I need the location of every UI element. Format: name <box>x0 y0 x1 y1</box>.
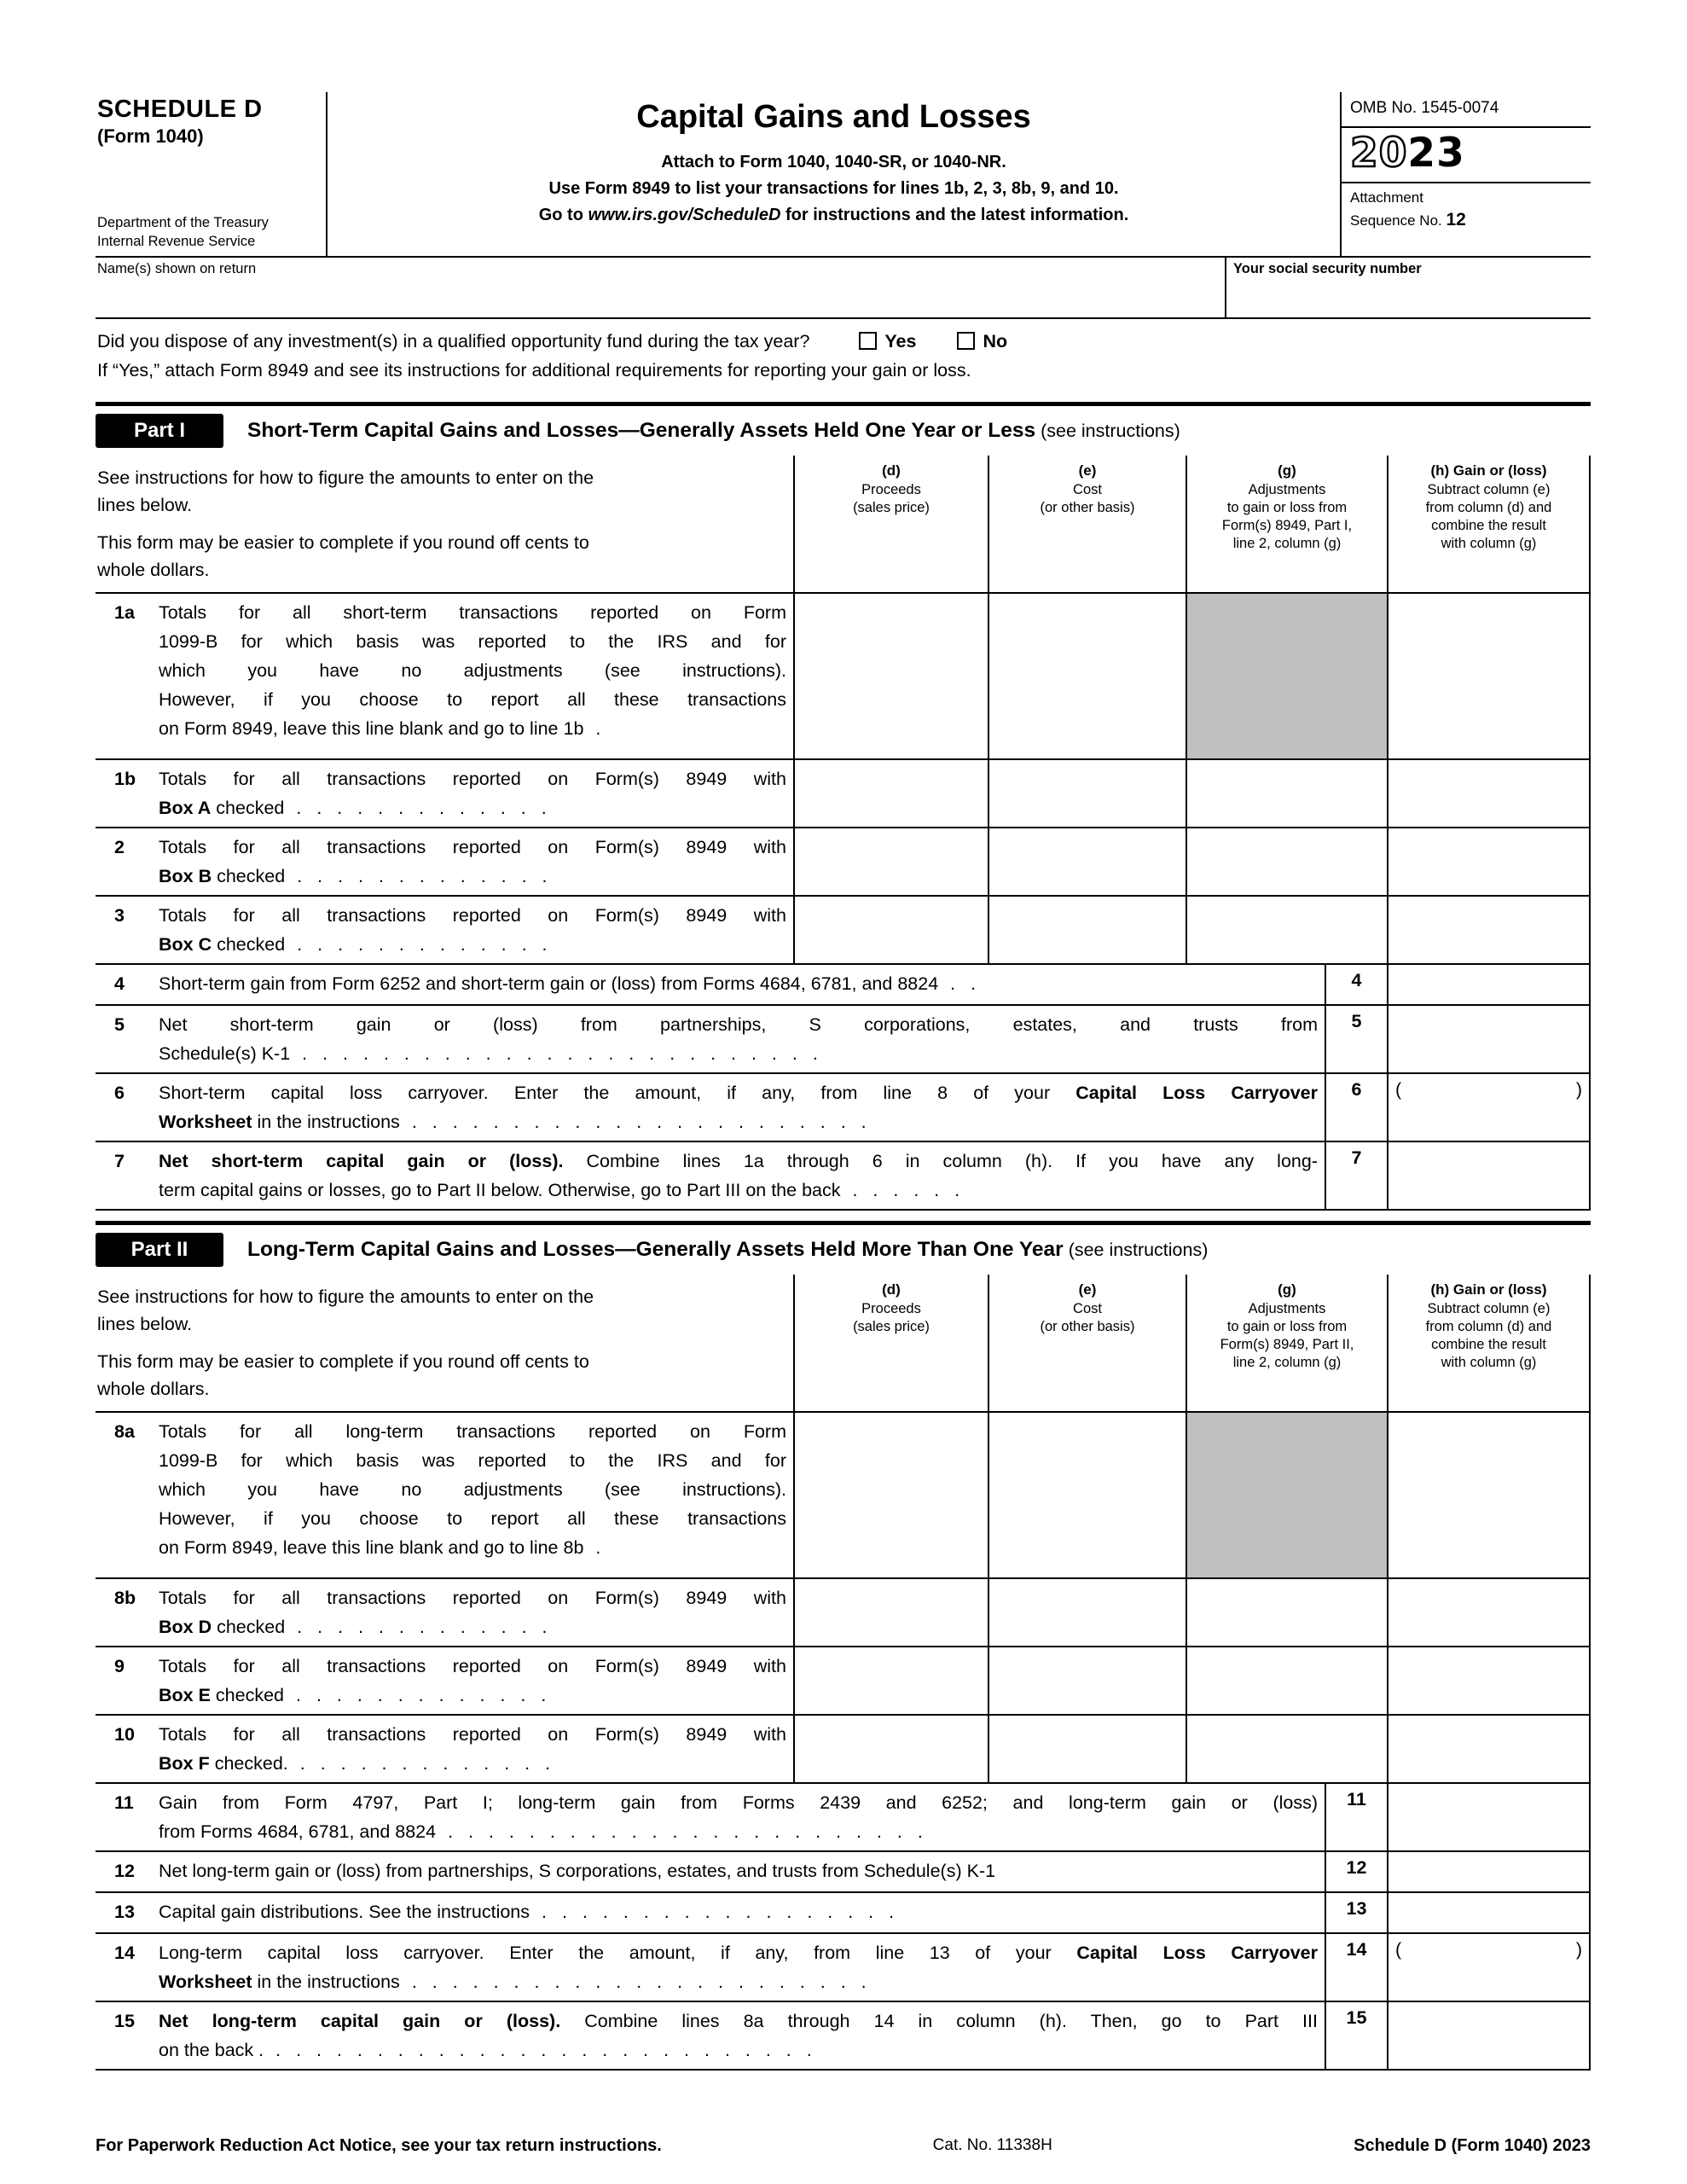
cell-7-amount[interactable] <box>1388 1142 1591 1209</box>
cell-1b-adjustments[interactable] <box>1187 760 1388 827</box>
row-10 <box>96 1716 1591 1784</box>
row-2-text: Totals for all transactions reported on Form(s) 8949 with Box B checked . . . . . . . . . . . . . <box>159 837 786 886</box>
part1-table <box>96 456 1591 1211</box>
cell-10-gain[interactable] <box>1388 1716 1591 1782</box>
row-13-desc <box>96 1893 1326 1932</box>
no-checkbox-group[interactable] <box>957 331 1007 351</box>
row-8b-text: Totals for all transactions reported on Form(s) 8949 with Box D checked . . . . . . . . . . . . . <box>159 1588 786 1637</box>
goto-instruction: Go to www.irs.gov/ScheduleD for instructions and the latest information. <box>538 206 1129 224</box>
col-e-header-2 <box>989 1275 1187 1411</box>
sequence-label: Sequence No. <box>1350 212 1446 229</box>
row-3-text: Totals for all transactions reported on Form(s) 8949 with Box C checked . . . . . . . . . . . . . <box>159 905 786 955</box>
row-5-desc <box>96 1006 1326 1072</box>
row-6 <box>96 1074 1591 1142</box>
col-h-title-2: (h) Gain or (loss) <box>1430 1281 1547 1298</box>
row-9-text: Totals for all transactions reported on Form(s) 8949 with Box E checked . . . . . . . . . . . . . <box>159 1656 786 1705</box>
line-number-2: 2 <box>114 837 125 857</box>
cell-1b-cost[interactable] <box>989 760 1187 827</box>
cell-13-amount[interactable] <box>1388 1893 1591 1932</box>
omb-number: OMB No. 1545-0074 <box>1342 92 1591 128</box>
col-d-sub: Proceeds (sales price) <box>853 482 930 516</box>
cell-12-amount[interactable] <box>1388 1852 1591 1891</box>
cell-11-amount[interactable] <box>1388 1784 1591 1850</box>
cell-8b-adjustments[interactable] <box>1187 1579 1388 1646</box>
row-10-text: Totals for all transactions reported on Form(s) 8949 with Box F checked. . . . . . . . . . . . . . <box>159 1724 786 1774</box>
row-5 <box>96 1006 1591 1074</box>
line-number-3: 3 <box>114 905 125 926</box>
line-number-1a: 1a <box>114 602 135 623</box>
line-number-4: 4 <box>114 973 125 994</box>
part1-badge: Part I <box>96 414 223 448</box>
row-5-text: Net short-term gain or (loss) from partnerships, S corporations, estates, and trusts from Schedule(s) K-1 . . . . . . . . . . . . . . . . . . . . . . . . . . <box>159 1014 1318 1064</box>
schedule-d-page <box>96 92 1591 2155</box>
part2-title-note: (see instructions) <box>1068 1240 1209 1260</box>
part2-table <box>96 1275 1591 2071</box>
row-11 <box>96 1784 1591 1852</box>
col-g-title-2: (g) <box>1278 1281 1296 1298</box>
yes-label: Yes <box>884 331 917 351</box>
row-10-desc <box>96 1716 795 1782</box>
row-6-desc <box>96 1074 1326 1141</box>
col-g-title: (g) <box>1278 462 1296 479</box>
row-1a-desc <box>96 594 795 758</box>
cell-2-cost[interactable] <box>989 828 1187 895</box>
cell-8b-proceeds[interactable] <box>795 1579 989 1646</box>
sequence-line <box>1350 208 1582 232</box>
tax-year <box>1342 128 1591 183</box>
row-15-desc <box>96 2002 1326 2069</box>
form-header-left <box>96 92 328 256</box>
row-9 <box>96 1647 1591 1716</box>
col-g-header-2 <box>1187 1275 1388 1411</box>
qof-question-line <box>97 331 1591 352</box>
cell-8a-cost[interactable] <box>989 1413 1187 1577</box>
cell-10-adjustments[interactable] <box>1187 1716 1388 1782</box>
spacer <box>97 148 317 214</box>
col-e-header <box>989 456 1187 592</box>
col-h-title: (h) Gain or (loss) <box>1430 462 1547 479</box>
cell-8a-adjustments-shaded <box>1187 1413 1388 1577</box>
attachment-label: Attachment <box>1350 189 1423 206</box>
no-checkbox[interactable] <box>957 332 975 350</box>
row-8b <box>96 1579 1591 1647</box>
cell-8b-cost[interactable] <box>989 1579 1187 1646</box>
form-title: Capital Gains and Losses <box>636 99 1031 135</box>
cell-3-proceeds[interactable] <box>795 897 989 963</box>
row-8b-desc <box>96 1579 795 1646</box>
part2-title <box>247 1238 1208 1262</box>
row-8a <box>96 1413 1591 1579</box>
cell-2-gain[interactable] <box>1388 828 1591 895</box>
cell-15-amount[interactable] <box>1388 2002 1591 2069</box>
line-12-box: 12 <box>1326 1852 1388 1891</box>
line-number-10: 10 <box>114 1724 135 1745</box>
col-d-header-2 <box>795 1275 989 1411</box>
line-number-6: 6 <box>114 1083 125 1103</box>
part1-title-note: (see instructions) <box>1041 421 1180 441</box>
close-paren: ) <box>1575 1079 1582 1100</box>
part2-header <box>96 1233 1591 1267</box>
row-12-desc <box>96 1852 1326 1891</box>
row-8a-desc <box>96 1413 795 1577</box>
line-number-5: 5 <box>114 1014 125 1035</box>
row-7-text: Net short-term capital gain or (loss). Combine lines 1a through 6 in column (h). If you have any long- term capital gains or losses, go to Part II below. Otherwise, go to Part III on the back . . . . . . <box>159 1151 1318 1200</box>
col-d-header <box>795 456 989 592</box>
col-g-header <box>1187 456 1388 592</box>
row-15 <box>96 2002 1591 2071</box>
cell-3-adjustments[interactable] <box>1187 897 1388 963</box>
yes-checkbox[interactable] <box>859 332 877 350</box>
part1-intro: See instructions for how to figure the amounts to enter on the lines below. This form may be easier to complete if you round off cents to whole dollars. <box>96 456 795 592</box>
cell-1a-adjustments-shaded <box>1187 594 1388 758</box>
qof-question-block <box>96 319 1591 392</box>
form-header-center <box>328 92 1340 256</box>
row-13-text: Capital gain distributions. See the instructions . . . . . . . . . . . . . . . . . . <box>159 1902 895 1922</box>
agency-label: Internal Revenue Service <box>97 233 256 249</box>
row-13 <box>96 1893 1591 1934</box>
cell-2-proceeds[interactable] <box>795 828 989 895</box>
qof-note: If “Yes,” attach Form 8949 and see its instructions for additional requirements for reporting your gain or loss. <box>97 360 971 380</box>
row-14 <box>96 1934 1591 2002</box>
row-7 <box>96 1142 1591 1211</box>
col-e-title: (e) <box>1078 462 1097 479</box>
col-d-title-2: (d) <box>882 1281 901 1298</box>
catalog-number: Cat. No. 11338H <box>932 2136 1052 2154</box>
paperwork-notice: For Paperwork Reduction Act Notice, see your tax return instructions. <box>96 2136 662 2155</box>
row-11-text: Gain from Form 4797, Part I; long-term gain from Forms 2439 and 6252; and long-term gain or (loss) from Forms 4684, 6781, and 8824 . . . . . . . . . . . . . . . . . . . . . . . . <box>159 1792 1318 1842</box>
row-1a-text: Totals for all short-term transactions reported on Form 1099-B for which basis was reported to the IRS and for which you have no adjustments (see instructions). However, if you choose to report all these transactions on Form 8949, leave this line blank and go to line 1b . <box>159 602 786 739</box>
col-d-sub-2: Proceeds (sales price) <box>853 1301 930 1335</box>
col-g-sub: Adjustments to gain or loss from Form(s) 8949, Part I, line 2, column (g) <box>1221 482 1353 552</box>
cell-1a-proceeds[interactable] <box>795 594 989 758</box>
cell-1a-cost[interactable] <box>989 594 1187 758</box>
cell-6-amount[interactable] <box>1388 1074 1591 1141</box>
schedule-label: SCHEDULE D <box>97 96 263 123</box>
row-4 <box>96 965 1591 1006</box>
line-11-box: 11 <box>1326 1784 1388 1850</box>
line-7-box: 7 <box>1326 1142 1388 1209</box>
part1-divider <box>96 402 1591 406</box>
cell-9-adjustments[interactable] <box>1187 1647 1388 1714</box>
ssn-field[interactable] <box>1225 258 1591 317</box>
line-number-14: 14 <box>114 1943 135 1963</box>
col-e-sub-2: Cost (or other basis) <box>1040 1301 1135 1335</box>
part2-intro: See instructions for how to figure the amounts to enter on the lines below. This form may be easier to complete if you round off cents to whole dollars. <box>96 1275 795 1411</box>
part1-title <box>247 419 1180 443</box>
cell-1b-gain[interactable] <box>1388 760 1591 827</box>
open-paren: ( <box>1395 1079 1402 1100</box>
cell-9-cost[interactable] <box>989 1647 1187 1714</box>
yes-checkbox-group[interactable] <box>859 331 916 351</box>
form-header-right <box>1340 92 1591 256</box>
cell-10-cost[interactable] <box>989 1716 1187 1782</box>
part2-divider <box>96 1221 1591 1225</box>
part2-badge: Part II <box>96 1233 223 1267</box>
form-footer <box>96 2136 1591 2156</box>
row-1b <box>96 760 1591 828</box>
ssn-label: Your social security number <box>1233 261 1422 276</box>
no-label: No <box>983 331 1008 351</box>
line-6-box: 6 <box>1326 1074 1388 1141</box>
row-7-desc <box>96 1142 1326 1209</box>
line-number-13: 13 <box>114 1902 135 1922</box>
line-number-12: 12 <box>114 1861 135 1881</box>
form-number: (Form 1040) <box>97 125 204 147</box>
line-number-9: 9 <box>114 1656 125 1676</box>
col-g-sub-2: Adjustments to gain or loss from Form(s) 8949, Part II, line 2, column (g) <box>1220 1301 1354 1371</box>
cell-14-amount[interactable] <box>1388 1934 1591 2001</box>
cell-8a-proceeds[interactable] <box>795 1413 989 1577</box>
row-3 <box>96 897 1591 965</box>
col-h-sub-2: Subtract column (e) from column (d) and combine the result with column (g) <box>1425 1301 1552 1371</box>
tax-year-outline: 20 <box>1350 130 1408 177</box>
cell-10-proceeds[interactable] <box>795 1716 989 1782</box>
col-d-title: (d) <box>882 462 901 479</box>
form-header <box>96 92 1591 258</box>
row-15-text: Net long-term capital gain or (loss). Combine lines 8a through 14 in column (h). Then, go to Part III on the back . . . . . . . . . . . . . . . . . . . . . . . . . . . . <box>159 2011 1318 2060</box>
col-h-sub: Subtract column (e) from column (d) and combine the result with column (g) <box>1425 482 1552 552</box>
close-paren-14: ) <box>1575 1939 1582 1960</box>
identity-row <box>96 258 1591 319</box>
cell-1b-proceeds[interactable] <box>795 760 989 827</box>
row-12-text: Net long-term gain or (loss) from partnerships, S corporations, estates, and trusts from Schedule(s) K-1 <box>159 1861 996 1881</box>
part1-header <box>96 414 1591 448</box>
form-footer-id: Schedule D (Form 1040) 2023 <box>1354 2136 1591 2155</box>
part1-title-text: Short-Term Capital Gains and Losses—Generally Assets Held One Year or Less <box>247 419 1036 442</box>
row-1a <box>96 594 1591 760</box>
part2-title-text: Long-Term Capital Gains and Losses—Generally Assets Held More Than One Year <box>247 1238 1064 1261</box>
qof-question-text: Did you dispose of any investment(s) in a qualified opportunity fund during the tax year? <box>97 331 810 351</box>
cell-8b-gain[interactable] <box>1388 1579 1591 1646</box>
row-8a-text: Totals for all long-term transactions reported on Form 1099-B for which basis was reported to the IRS and for which you have no adjustments (see instructions). However, if you choose to report all these transactions on Form 8949, leave this line blank and go to line 8b . <box>159 1421 786 1558</box>
row-1b-text: Totals for all transactions reported on Form(s) 8949 with Box A checked . . . . . . . . . . . . . <box>159 769 786 818</box>
cell-3-gain[interactable] <box>1388 897 1591 963</box>
cell-4-amount[interactable] <box>1388 965 1591 1004</box>
line-5-box: 5 <box>1326 1006 1388 1072</box>
line-number-8b: 8b <box>114 1588 136 1608</box>
line-number-1b: 1b <box>114 769 136 789</box>
col-e-title-2: (e) <box>1078 1281 1097 1298</box>
row-3-desc <box>96 897 795 963</box>
line-number-11: 11 <box>114 1792 134 1813</box>
row-14-text: Long-term capital loss carryover. Enter the amount, if any, from line 13 of your Capital Loss Carryover Worksheet in the instructions . . . . . . . . . . . . . . . . . . . . . . . <box>159 1943 1318 1992</box>
sequence-number: 12 <box>1446 209 1466 229</box>
line-15-box: 15 <box>1326 2002 1388 2069</box>
row-6-text: Short-term capital loss carryover. Enter the amount, if any, from line 8 of your Capital Loss Carryover Worksheet in the instructions . . . . . . . . . . . . . . . . . . . . . . . <box>159 1083 1318 1132</box>
row-2-desc <box>96 828 795 895</box>
attachment-sequence <box>1342 183 1591 256</box>
row-14-desc <box>96 1934 1326 2001</box>
col-e-sub: Cost (or other basis) <box>1040 482 1135 516</box>
cell-1a-gain[interactable] <box>1388 594 1591 758</box>
open-paren-14: ( <box>1395 1939 1402 1960</box>
line-number-7: 7 <box>114 1151 125 1171</box>
cell-8a-gain[interactable] <box>1388 1413 1591 1577</box>
part2-column-headers <box>96 1275 1591 1413</box>
cell-2-adjustments[interactable] <box>1187 828 1388 895</box>
row-4-text: Short-term gain from Form 6252 and short-term gain or (loss) from Forms 4684, 6781, and 8824 . . <box>159 973 977 994</box>
row-2 <box>96 828 1591 897</box>
attach-instruction: Attach to Form 1040, 1040-SR, or 1040-NR. <box>661 153 1006 171</box>
row-1b-desc <box>96 760 795 827</box>
row-12 <box>96 1852 1591 1893</box>
line-14-box: 14 <box>1326 1934 1388 2001</box>
cell-5-amount[interactable] <box>1388 1006 1591 1072</box>
col-h-header-2 <box>1388 1275 1591 1411</box>
name-label: Name(s) shown on return <box>97 261 257 276</box>
cell-9-proceeds[interactable] <box>795 1647 989 1714</box>
name-field[interactable] <box>96 258 1225 317</box>
line-4-box: 4 <box>1326 965 1388 1004</box>
department-label: Department of the Treasury <box>97 215 269 231</box>
line-number-15: 15 <box>114 2011 135 2031</box>
cell-9-gain[interactable] <box>1388 1647 1591 1714</box>
tax-year-bold: 23 <box>1407 130 1465 177</box>
line-13-box: 13 <box>1326 1893 1388 1932</box>
cell-3-cost[interactable] <box>989 897 1187 963</box>
row-11-desc <box>96 1784 1326 1850</box>
col-h-header <box>1388 456 1591 592</box>
row-4-desc <box>96 965 1326 1004</box>
part1-column-headers <box>96 456 1591 594</box>
row-9-desc <box>96 1647 795 1714</box>
line-number-8a: 8a <box>114 1421 135 1442</box>
use-form-instruction: Use Form 8949 to list your transactions for lines 1b, 2, 3, 8b, 9, and 10. <box>548 179 1119 198</box>
